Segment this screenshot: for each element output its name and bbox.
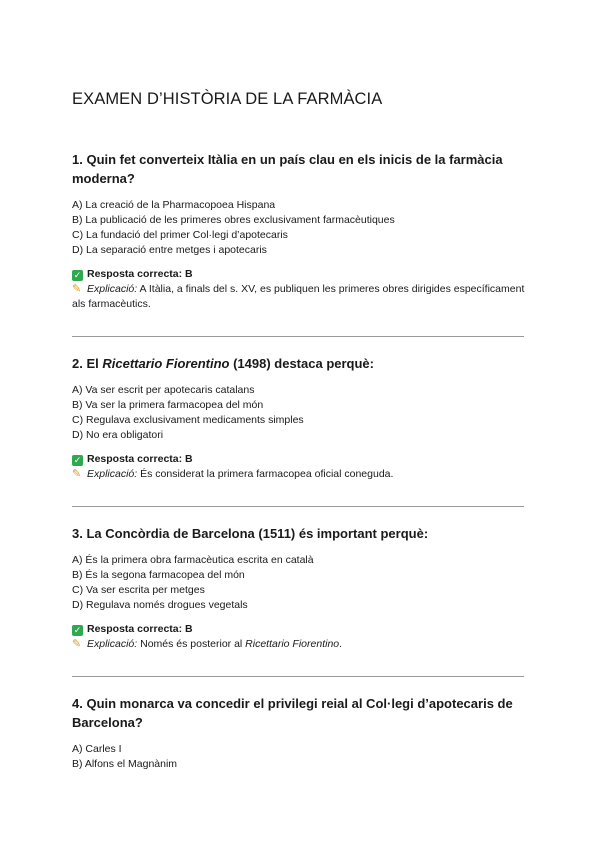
options-list	[72, 553, 528, 613]
correct-answer: Resposta correcta: B	[87, 453, 193, 465]
option-c: C) La fundació del primer Col·legi d’apotecaris	[72, 229, 288, 241]
option-a: A) És la primera obra farmacèutica escrita en català	[72, 554, 314, 566]
correct-answer: Resposta correcta: B	[87, 268, 193, 280]
question-3	[72, 524, 528, 652]
explanation-text: És considerat la primera farmacopea oficial coneguda.	[140, 468, 394, 480]
option-d: D) Regulava només drogues vegetals	[72, 599, 248, 611]
question-text-italic: Ricettario Fiorentino	[102, 356, 230, 371]
answer-block	[72, 267, 528, 312]
question-text-prefix: 2. El	[72, 356, 103, 371]
correct-answer: Resposta correcta: B	[87, 623, 193, 635]
explanation-text: A Itàlia, a finals del s. XV, es publiquen les primeres obres dirigides específicament als farmacèutics.	[72, 283, 525, 310]
option-c: C) Regulava exclusivament medicaments simples	[72, 414, 304, 426]
explanation-label: Explicació:	[87, 638, 138, 650]
option-d: D) No era obligatori	[72, 429, 164, 441]
pencil-icon: ✎	[72, 638, 82, 650]
explanation-text-prefix: Només és posterior al	[140, 638, 246, 650]
explanation-text-suffix: .	[339, 638, 343, 650]
option-b: B) Alfons el Magnànim	[72, 758, 178, 770]
check-mark-icon: ✓	[73, 625, 82, 635]
options-list	[72, 742, 528, 772]
question-text	[72, 354, 528, 373]
option-c: C) Va ser escrita per metges	[72, 584, 205, 596]
pencil-icon: ✎	[72, 468, 82, 480]
check-mark-icon: ✓	[73, 270, 82, 280]
option-d: D) La separació entre metges i apotecaris	[72, 244, 267, 256]
explanation-label: Explicació:	[87, 468, 138, 480]
divider	[72, 506, 524, 507]
option-b: B) Va ser la primera farmacopea del món	[72, 399, 264, 411]
question-text-suffix: (1498) destaca perquè:	[229, 356, 374, 371]
check-mark-icon: ✓	[73, 455, 82, 465]
exam-title: EXAMEN D’HISTÒRIA DE LA FARMÀCIA	[72, 90, 383, 108]
question-1	[72, 150, 528, 312]
question-text: 4. Quin monarca va concedir el privilegi reial al Col·legi d’apotecaris de Barcelona?	[72, 696, 513, 730]
option-b: B) La publicació de les primeres obres exclusivament farmacèutiques	[72, 214, 395, 226]
pencil-icon: ✎	[72, 283, 82, 295]
answer-block	[72, 622, 528, 652]
question-2	[72, 354, 528, 482]
options-list	[72, 383, 528, 443]
option-a: A) La creació de la Pharmacopoea Hispana	[72, 199, 276, 211]
divider	[72, 336, 524, 337]
option-a: A) Carles I	[72, 743, 122, 755]
answer-block	[72, 452, 528, 482]
explanation-text-italic: Ricettario Fiorentino	[245, 638, 340, 650]
question-text: 3. La Concòrdia de Barcelona (1511) és important perquè:	[72, 526, 429, 541]
divider	[72, 676, 524, 677]
explanation-label: Explicació:	[87, 283, 138, 295]
question-4	[72, 694, 528, 772]
options-list	[72, 198, 528, 258]
option-a: A) Va ser escrit per apotecaris catalans	[72, 384, 255, 396]
question-text: 1. Quin fet converteix Itàlia en un país clau en els inicis de la farmàcia moderna?	[72, 152, 503, 186]
option-b: B) És la segona farmacopea del món	[72, 569, 245, 581]
